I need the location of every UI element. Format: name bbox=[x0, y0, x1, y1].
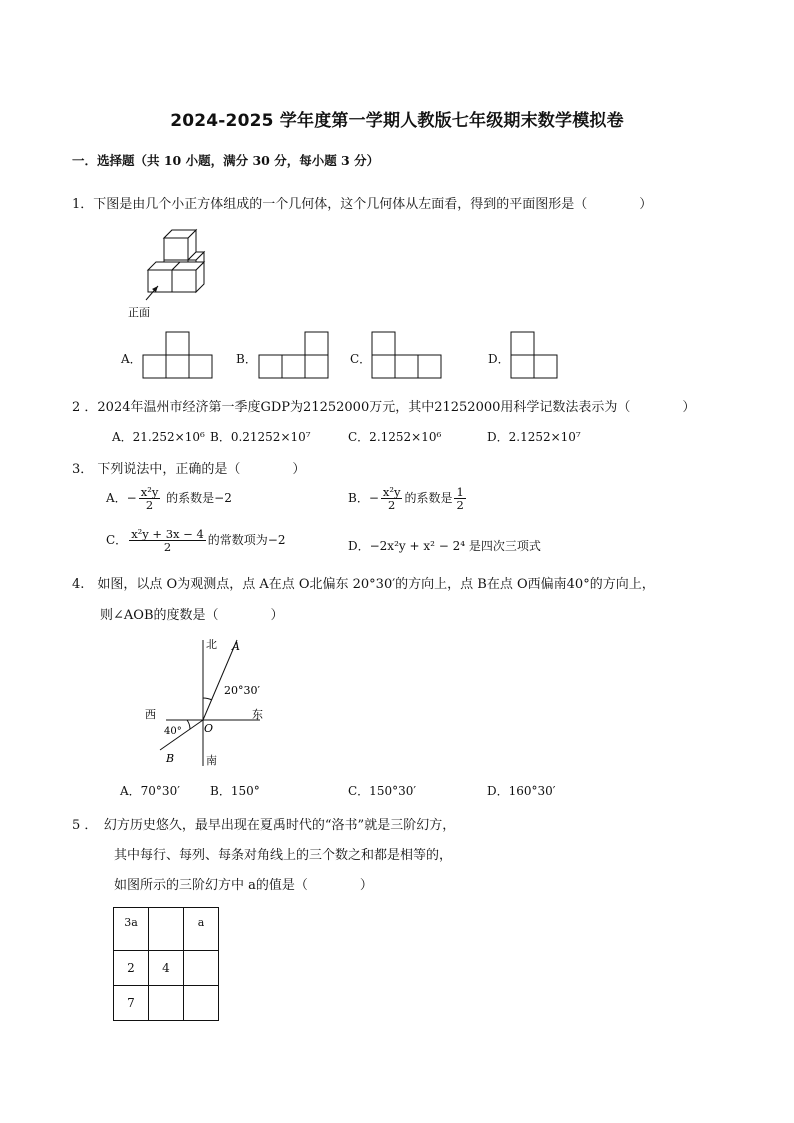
q1-option-b-figure bbox=[258, 331, 330, 379]
q3-option-c-text: 的常数项为−2 bbox=[207, 533, 286, 548]
q1-option-d-figure bbox=[510, 331, 560, 379]
q3-option-a-label: A．− bbox=[106, 491, 137, 506]
angle-a-label: 20°30′ bbox=[224, 684, 260, 697]
q3-option-c bbox=[106, 528, 286, 553]
q2-option-d: D．2.1252×10⁷ bbox=[487, 430, 581, 444]
question-4-direction-figure bbox=[140, 636, 280, 768]
question-5-line1: 5 ． 幻方历史悠久，最早出现在夏禹时代的“洛书”就是三阶幻方， bbox=[72, 818, 456, 833]
table-cell: 2 bbox=[114, 951, 149, 986]
table-cell: a bbox=[184, 908, 219, 951]
q3-option-b bbox=[348, 486, 468, 511]
table-row bbox=[114, 951, 219, 986]
q4-option-b: B．150° bbox=[210, 784, 260, 798]
table-cell bbox=[184, 951, 219, 986]
q4-option-c: C．150°30′ bbox=[348, 784, 417, 798]
south-label: 南 bbox=[206, 754, 217, 767]
east-label: 东 bbox=[252, 708, 263, 721]
question-4-stem-line2: 则∠AOB的度数是（ ） bbox=[100, 608, 284, 623]
q3-option-b-value: $\frac{1}{2}$ bbox=[456, 485, 464, 513]
table-cell: 7 bbox=[114, 986, 149, 1021]
west-label: 西 bbox=[145, 708, 156, 721]
front-label: 正面 bbox=[128, 306, 150, 319]
question-1-cube-figure bbox=[128, 226, 228, 321]
point-b-label: B bbox=[166, 752, 175, 765]
table-cell: 4 bbox=[149, 951, 184, 986]
q2-option-c: C．2.1252×10⁶ bbox=[348, 430, 442, 444]
q1-option-c-label: C． bbox=[350, 352, 372, 366]
q3-option-a bbox=[106, 486, 232, 511]
page-title: 2024-2025 学年度第一学期人教版七年级期末数学模拟卷 bbox=[170, 111, 624, 131]
question-1-stem: 1．下图是由几个小正方体组成的一个几何体，这个几何体从左面看，得到的平面图形是（ ） bbox=[72, 197, 653, 212]
question-4-stem-line1: 4. 如图，以点 O为观测点，点 A在点 O北偏东 20°30′的方向上，点 B在点 O西偏南40°的方向上， bbox=[72, 577, 655, 592]
q1-option-a-figure bbox=[142, 331, 214, 379]
q2-option-a: A．21.252×10⁶ bbox=[112, 430, 205, 444]
q4-option-d: D．160°30′ bbox=[487, 784, 556, 798]
question-3-stem: 3． 下列说法中，正确的是（ ） bbox=[72, 462, 306, 477]
q3-option-c-fraction: $\frac{\text{x²y + 3x − 4}}{2}$ bbox=[131, 527, 204, 555]
q1-option-c-figure bbox=[371, 331, 443, 379]
q1-option-d-label: D． bbox=[488, 352, 510, 366]
q1-option-b-label: B． bbox=[236, 352, 257, 366]
magic-square-table bbox=[113, 907, 219, 1021]
q4-option-a: A．70°30′ bbox=[120, 784, 180, 798]
north-label: 北 bbox=[206, 638, 217, 651]
table-row bbox=[114, 986, 219, 1021]
q3-option-a-text: 的系数是−2 bbox=[166, 491, 232, 506]
table-cell bbox=[149, 986, 184, 1021]
angle-b-label: 40° bbox=[164, 726, 182, 737]
table-cell bbox=[149, 908, 184, 951]
q3-option-a-fraction: $\frac{\text{x²y}}{2}$ bbox=[140, 485, 159, 513]
table-cell bbox=[184, 986, 219, 1021]
table-row bbox=[114, 908, 219, 951]
section-heading: 一．选择题（共 10 小题，满分 30 分，每小题 3 分） bbox=[72, 153, 380, 168]
q1-option-a-label: A． bbox=[121, 352, 142, 366]
q3-option-c-label: C． bbox=[106, 533, 128, 548]
q3-option-b-label: B．− bbox=[348, 491, 379, 506]
q3-option-b-fraction: $\frac{\text{x²y}}{2}$ bbox=[382, 485, 401, 513]
question-5-line3: 如图所示的三阶幻方中 a的值是（ ） bbox=[114, 878, 373, 893]
question-5-line2: 其中每行、每列、每条对角线上的三个数之和都是相等的， bbox=[114, 848, 453, 863]
point-a-label: A bbox=[232, 640, 240, 653]
question-2-stem: 2 ．2024年温州市经济第一季度GDP为21252000万元，其中21252000用科学记数法表示为（ ） bbox=[72, 400, 696, 415]
q3-option-d: D．−2x²y + x² − 2⁴ 是四次三项式 bbox=[348, 539, 541, 553]
point-o-label: O bbox=[204, 722, 214, 735]
q3-option-b-text: 的系数是 bbox=[404, 491, 453, 506]
table-cell: 3a bbox=[114, 908, 149, 951]
q2-option-b: B．0.21252×10⁷ bbox=[210, 430, 311, 444]
